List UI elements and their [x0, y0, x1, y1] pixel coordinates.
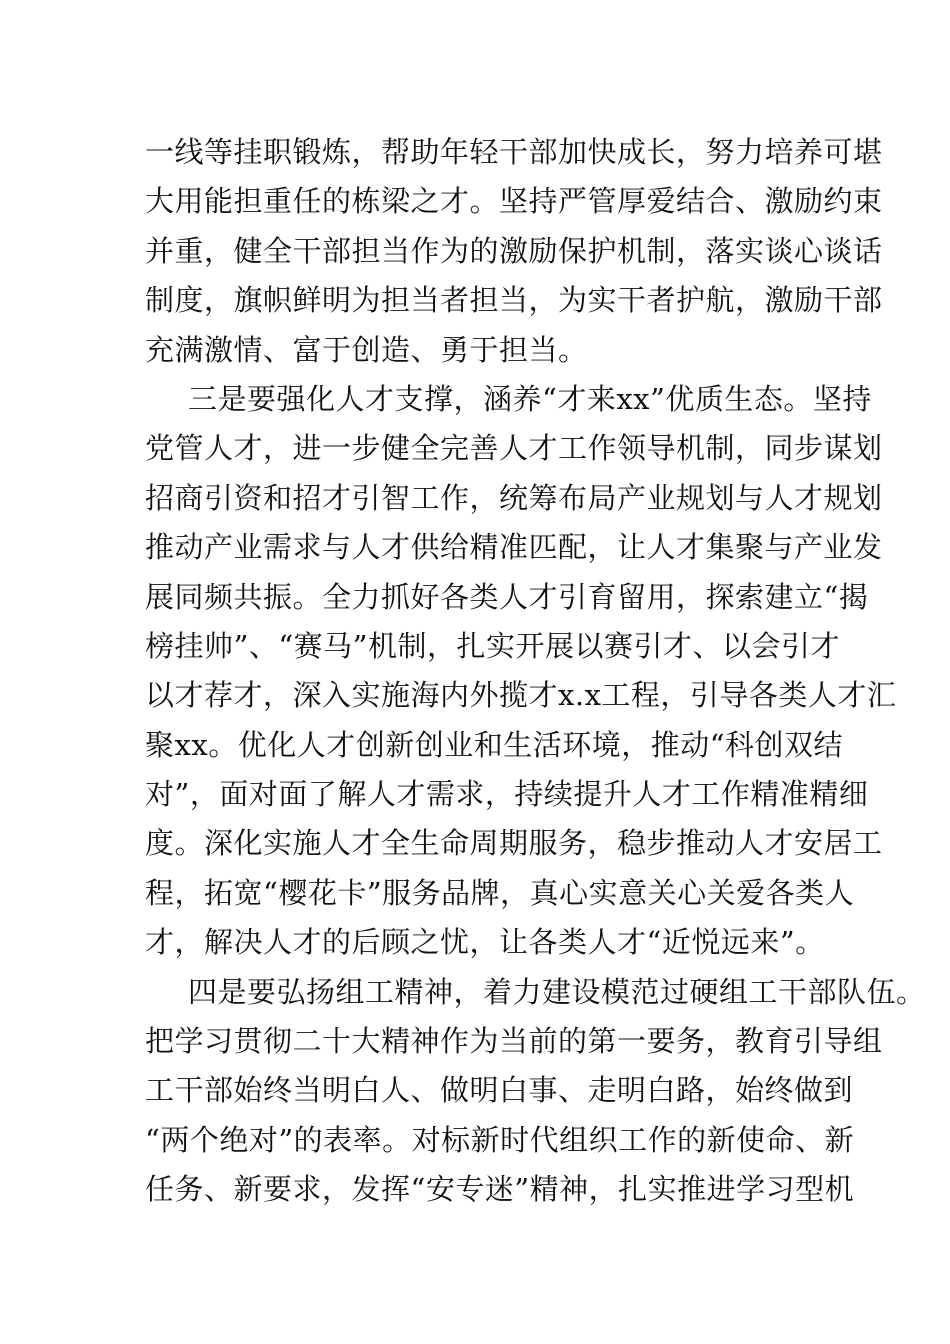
text-line-7: 党管人才，进一步健全完善人才工作领导机制，同步谋划 [145, 431, 883, 466]
text-line-3: 并重，健全干部担当作为的激励保护机制，落实谈心谈话 [145, 233, 883, 268]
text-line-19: 把学习贯彻二十大精神作为当前的第一要务，教育引导组 [145, 1024, 883, 1059]
text-line-12: 以才荐才，深入实施海内外揽才x.x工程，引导各类人才汇 [145, 678, 897, 713]
text-line-11: 榜挂帅”、“赛马”机制，扎实开展以赛引才、以会引才 [145, 628, 840, 663]
body-text [145, 128, 926, 1215]
text-line-21: “两个绝对”的表率。对标新时代组织工作的新使命、新 [145, 1122, 855, 1157]
text-line-5: 充满激情、富于创造、勇于担当。 [145, 332, 588, 367]
text-line-8: 招商引资和招才引智工作，统筹布局产业规划与人才规划 [145, 480, 883, 515]
text-line-4: 制度，旗帜鲜明为担当者担当，为实干者护航，激励干部 [145, 283, 883, 318]
paragraph-three-start: 三是要强化人才支撑，涵养“才来xx”优质生态。坚持 [188, 381, 872, 416]
text-line-20: 工干部始终当明白人、做明白事、走明白路，始终做到 [145, 1073, 854, 1108]
text-line-16: 程，拓宽“樱花卡”服务品牌，真心实意关心关爱各类人 [145, 875, 855, 910]
paragraph-four-start: 四是要弘扬组工精神，着力建设模范过硬组工干部队伍。 [188, 974, 926, 1009]
text-line-14: 对”，面对面了解人才需求，持续提升人才工作精准精细 [145, 777, 869, 812]
text-line-13: 聚xx。优化人才创新创业和生活环境，推动“科创双结 [145, 727, 844, 762]
text-line-1: 一线等挂职锻炼，帮助年轻干部加快成长，努力培养可堪 [145, 135, 883, 169]
text-line-17: 才，解决人才的后顾之忧，让各类人才“近悦远来”。 [145, 925, 825, 960]
text-line-10: 展同频共振。全力抓好各类人才引育留用，探索建立“揭 [145, 579, 869, 614]
text-line-2: 大用能担重任的栋梁之才。坚持严管厚爱结合、激励约束 [145, 184, 883, 219]
text-line-9: 推动产业需求与人才供给精准匹配，让人才集聚与产业发 [145, 530, 883, 565]
text-line-22: 任务、新要求，发挥“安专迷”精神，扎实推进学习型机 [145, 1172, 855, 1207]
text-line-15: 度。深化实施人才全生命周期服务，稳步推动人才安居工 [145, 826, 883, 861]
